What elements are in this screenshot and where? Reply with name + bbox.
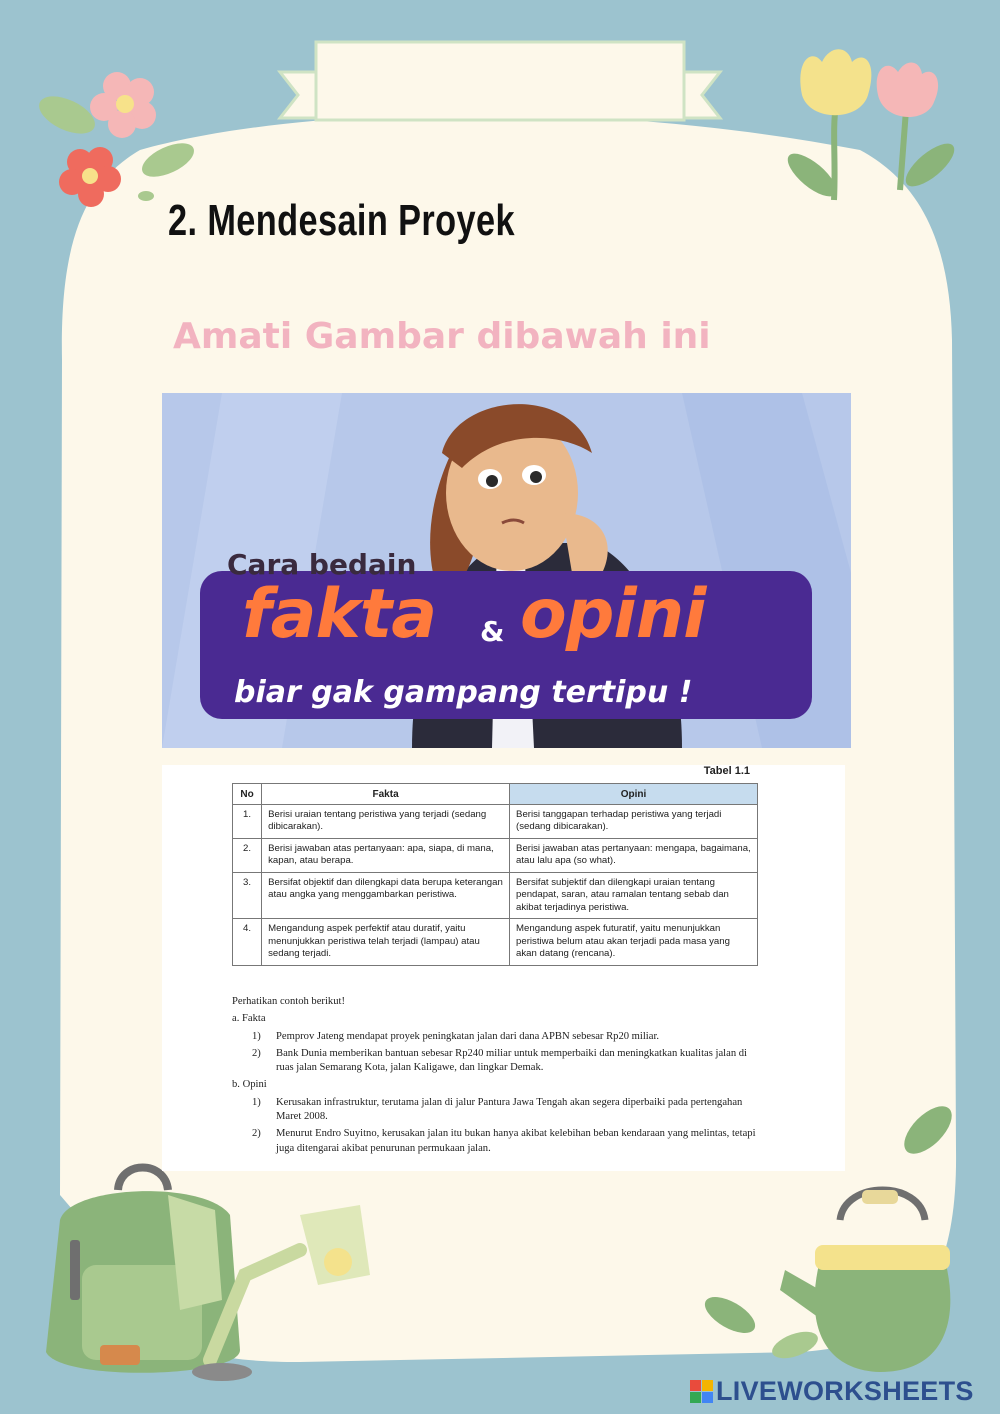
fakta-opini-banner-image (162, 393, 851, 748)
table-row (233, 919, 758, 965)
fakta-examples-list (232, 1030, 762, 1076)
opini-cell: Berisi tanggapan terhadap peristiwa yang terjadi (sedang dibicarakan). (510, 805, 758, 839)
logo-tile-e (702, 1392, 713, 1403)
row-number: 3. (233, 872, 262, 918)
list-item (232, 1047, 762, 1076)
item-text: Pemprov Jateng mendapat proyek peningkatan jalan dari dana APBN sebesar Rp20 miliar. (276, 1030, 660, 1042)
liveworksheets-logo-icon (690, 1380, 713, 1403)
item-text: Menurut Endro Suyitno, kerusakan jalan itu bukan hanya akibat kelebihan beban kendaraan yang melintas, tetapi juga ditengarai akibat penurunan permukaan jalan. (276, 1128, 756, 1154)
logo-tile-i (702, 1380, 713, 1391)
fakta-cell: Berisi uraian tentang peristiwa yang terjadi (sedang dibicarakan). (262, 805, 510, 839)
item-text: Kerusakan infrastruktur, terutama jalan di jalur Pantura Jawa Tengah akan segera diperbaiki pada pertengahan Maret 2008. (276, 1096, 743, 1123)
banner-line-cara-bedain: Cara bedain (227, 548, 417, 581)
fakta-cell: Bersifat objektif dan dilengkapi data berupa keterangan atau angka yang menggambarkan peristiwa. (262, 872, 510, 918)
ribbon-banner-decoration (280, 42, 720, 120)
opini-cell: Bersifat subjektif dan dilengkapi uraian tentang pendapat, saran, atau ramalan tentang sebab dan akibat terjadinya peristiwa. (510, 872, 758, 918)
examples-section (232, 995, 762, 1159)
banner-line-tagline: biar gak gampang tertipu ! (234, 675, 693, 710)
section-heading: 2. Mendesain Proyek (168, 196, 515, 245)
header-fakta: Fakta (262, 784, 510, 805)
examples-intro: Perhatikan contoh berikut! (232, 996, 345, 1007)
row-number: 4. (233, 919, 262, 965)
row-number: 1. (233, 805, 262, 839)
table-row (233, 872, 758, 918)
opini-examples-list (232, 1096, 762, 1156)
brand-name: LIVEWORKSHEETS (716, 1376, 974, 1406)
list-item (232, 1096, 762, 1125)
banner-word-fakta: fakta (242, 575, 437, 654)
item-number: 1) (252, 1096, 261, 1108)
header-no: No (233, 784, 262, 805)
fakta-cell: Berisi jawaban atas pertanyaan: apa, siapa, di mana, kapan, atau berapa. (262, 838, 510, 872)
instruction-text: Amati Gambar dibawah ini (173, 316, 711, 357)
table-header-row (233, 784, 758, 805)
fakta-examples-label: a. Fakta (232, 1013, 266, 1025)
row-number: 2. (233, 838, 262, 872)
table-caption: Tabel 1.1 (703, 765, 750, 777)
opini-cell: Mengandung aspek futuratif, yaitu menunjukkan peristiwa belum atau akan terjadi pada masa yang akan datang (rencana). (510, 919, 758, 965)
item-number: 1) (252, 1030, 261, 1042)
banner-ampersand: & (480, 615, 505, 648)
list-item (232, 1030, 762, 1044)
table-row (233, 838, 758, 872)
item-number: 2) (252, 1128, 261, 1140)
liveworksheets-brand (690, 1376, 974, 1407)
item-text: Bank Dunia memberikan bantuan sebesar Rp240 miliar untuk memperbaiki dan meningkatkan kualitas jalan di ruas jalan Semarang Kota, jalan Kaligawe, dan lingkar Demak. (276, 1047, 748, 1074)
header-opini: Opini (510, 784, 758, 805)
logo-tile-v (690, 1392, 701, 1403)
opini-examples-label: b. Opini (232, 1079, 267, 1091)
textbook-excerpt (162, 765, 845, 1171)
logo-tile-l (690, 1380, 701, 1391)
fakta-opini-table (232, 783, 758, 966)
item-number: 2) (252, 1047, 261, 1059)
banner-word-opini: opini (520, 575, 706, 654)
list-item (232, 1127, 762, 1156)
table-row (233, 805, 758, 839)
opini-cell: Berisi jawaban atas pertanyaan: mengapa, bagaimana, atau lalu apa (so what). (510, 838, 758, 872)
fakta-cell: Mengandung aspek perfektif atau duratif, yaitu menunjukkan peristiwa telah terjadi (lampau) atau sedang terjadi. (262, 919, 510, 965)
